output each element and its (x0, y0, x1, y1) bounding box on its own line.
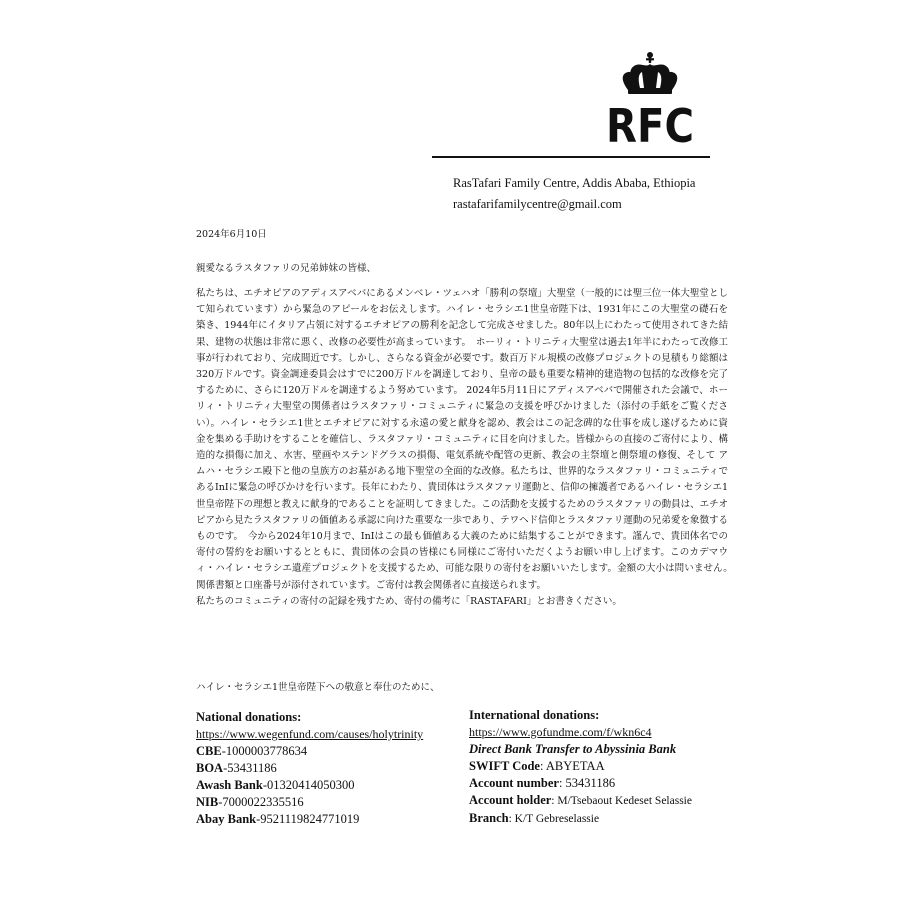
bank-account-cbe: CBE-1000003778634 (196, 744, 308, 758)
account-number: Account number: 53431186 (469, 776, 616, 790)
international-donation-link[interactable]: https://www.gofundme.com/f/wkn6c4 (469, 725, 652, 739)
logo-letters: RFC (606, 99, 694, 150)
bank-account-boa: BOA-53431186 (196, 761, 277, 775)
letter-body (196, 286, 738, 610)
organization-info (453, 173, 695, 215)
national-donations-heading: National donations: (196, 710, 302, 724)
letter-paragraph-2: 私たちのコミュニティの寄付の記録を残すため、寄付の備考に「RASTAFARI」とお書きください。 (196, 595, 622, 607)
letter-salutation: 親愛なるラスタファリの兄弟姉妹の皆様、 (196, 263, 377, 274)
letter-date: 2024年6月10日 (196, 229, 267, 240)
organization-name: RasTafari Family Centre, Addis Ababa, Ethiopia (453, 176, 696, 190)
bank-account-nib: NIB-7000022335516 (196, 795, 304, 809)
letter-closing: ハイレ・セラシエ1世皇帝陛下への敬意と奉仕のために、 (196, 682, 440, 693)
rfc-logo (604, 50, 714, 150)
branch: Branch: K/T Gebreselassie (469, 811, 600, 825)
national-donation-link[interactable]: https://www.wegenfund.com/causes/holytrinity (196, 727, 424, 741)
header-divider (432, 156, 710, 158)
international-donations (469, 707, 692, 828)
organization-email: rastafarifamilycentre@gmail.com (453, 197, 622, 211)
account-holder: Account holder: M/Tsebaout Kedeset Selassie (469, 793, 692, 807)
bank-account-abay: Abay Bank-9521119824771019 (196, 812, 360, 826)
international-donations-heading: International donations: (469, 708, 600, 722)
national-donations (196, 709, 423, 828)
swift-code: SWIFT Code: ABYETAA (469, 759, 605, 773)
bank-account-awash: Awash Bank-01320414050300 (196, 778, 355, 792)
bank-transfer-title: Direct Bank Transfer to Abyssinia Bank (469, 742, 677, 756)
crown-logo-icon (604, 50, 714, 150)
letter-paragraph-1: 私たちは、エチオピアのアディスアベバにあるメンベレ・ツェハオ「勝利の祭壇」大聖堂（一般的には聖三位一体大聖堂として知られています）から緊急のアピールをお伝えします。ハイレ・セラシエ1世皇帝陛下は、1931年にこの大聖堂の礎石を築き、1944年にイタリア占領に対するエチオピアの勝利を記念して完成させました。80年以上にわたって使用されてきた結果、建物の状態は非常に悪く、改修の必要性が高まっています。 ホーリィ・トリニティ大聖堂は過去1年半にわたって改修工事が行われており、完成間近です。しかし、さらなる資金が必要です。数百万ドル規模の改修プロジェクトの見積もり総額は320万ドルです。資金調達委員会はすでに200万ドルを調達しており、皇帝の最も重要な精神的建造物の包括的な改修を完了するために、さらに120万ドルを調達するよう努めています。 2024年5月11日にアディスアベバで開催された会議で、ホーリィ・トリニティ大聖堂の関係者はラスタファリ・コミュニティに緊急の支援を呼びかけました（添付の手紙をご覧ください）。ハイレ・セラシエ1世とエチオピアに対する永遠の愛と献身を認め、教会はこの記念碑的な仕事を成し遂げるために資金を集める手助けをすることを確信し、ラスタファリ・コミュニティに目を向けました。皆様からの直接のご寄付により、構造的な損傷に加え、水害、壁画やステンドグラスの損傷、電気系統や配管の更新、教会の主祭壇と側祭壇の修復、そして アムハ・セラシエ殿下と他の皇族方のお墓がある地下聖堂の全面的な改修。私たちは、世界的なラスタファリ・コミュニティであるInIに緊急の呼びかけを行います。長年にわたり、貴団体はラスタファリ運動と、信仰の擁護者であるハイレ・セラシエ1世皇帝陛下の理想と教えに献身的であることを証明してきました。この活動を支援するためのラスタファリの動員は、エチオピアから見たラスタファリの価値ある承認に向けた重要な一歩であり、テワヘド信仰とラスタファリ運動の兄弟愛を象徴するものです。 今から2024年10月まで、InIはこの最も価値ある大義のために結集することができます。謹んで、貴団体名での寄付の誓約をお願いするとともに、貴団体の会員の皆様にも同様にご寄付いただくようお願い申し上げます。このカデマウィ・ハイレ・セラシエ遺産プロジェクトを支援するため、可能な限りの寄付をお願いいたします。金額の大小は問いません。 関係書類と口座番号が添付されています。ご寄付は教会関係者に直接送られます。 (196, 288, 738, 591)
